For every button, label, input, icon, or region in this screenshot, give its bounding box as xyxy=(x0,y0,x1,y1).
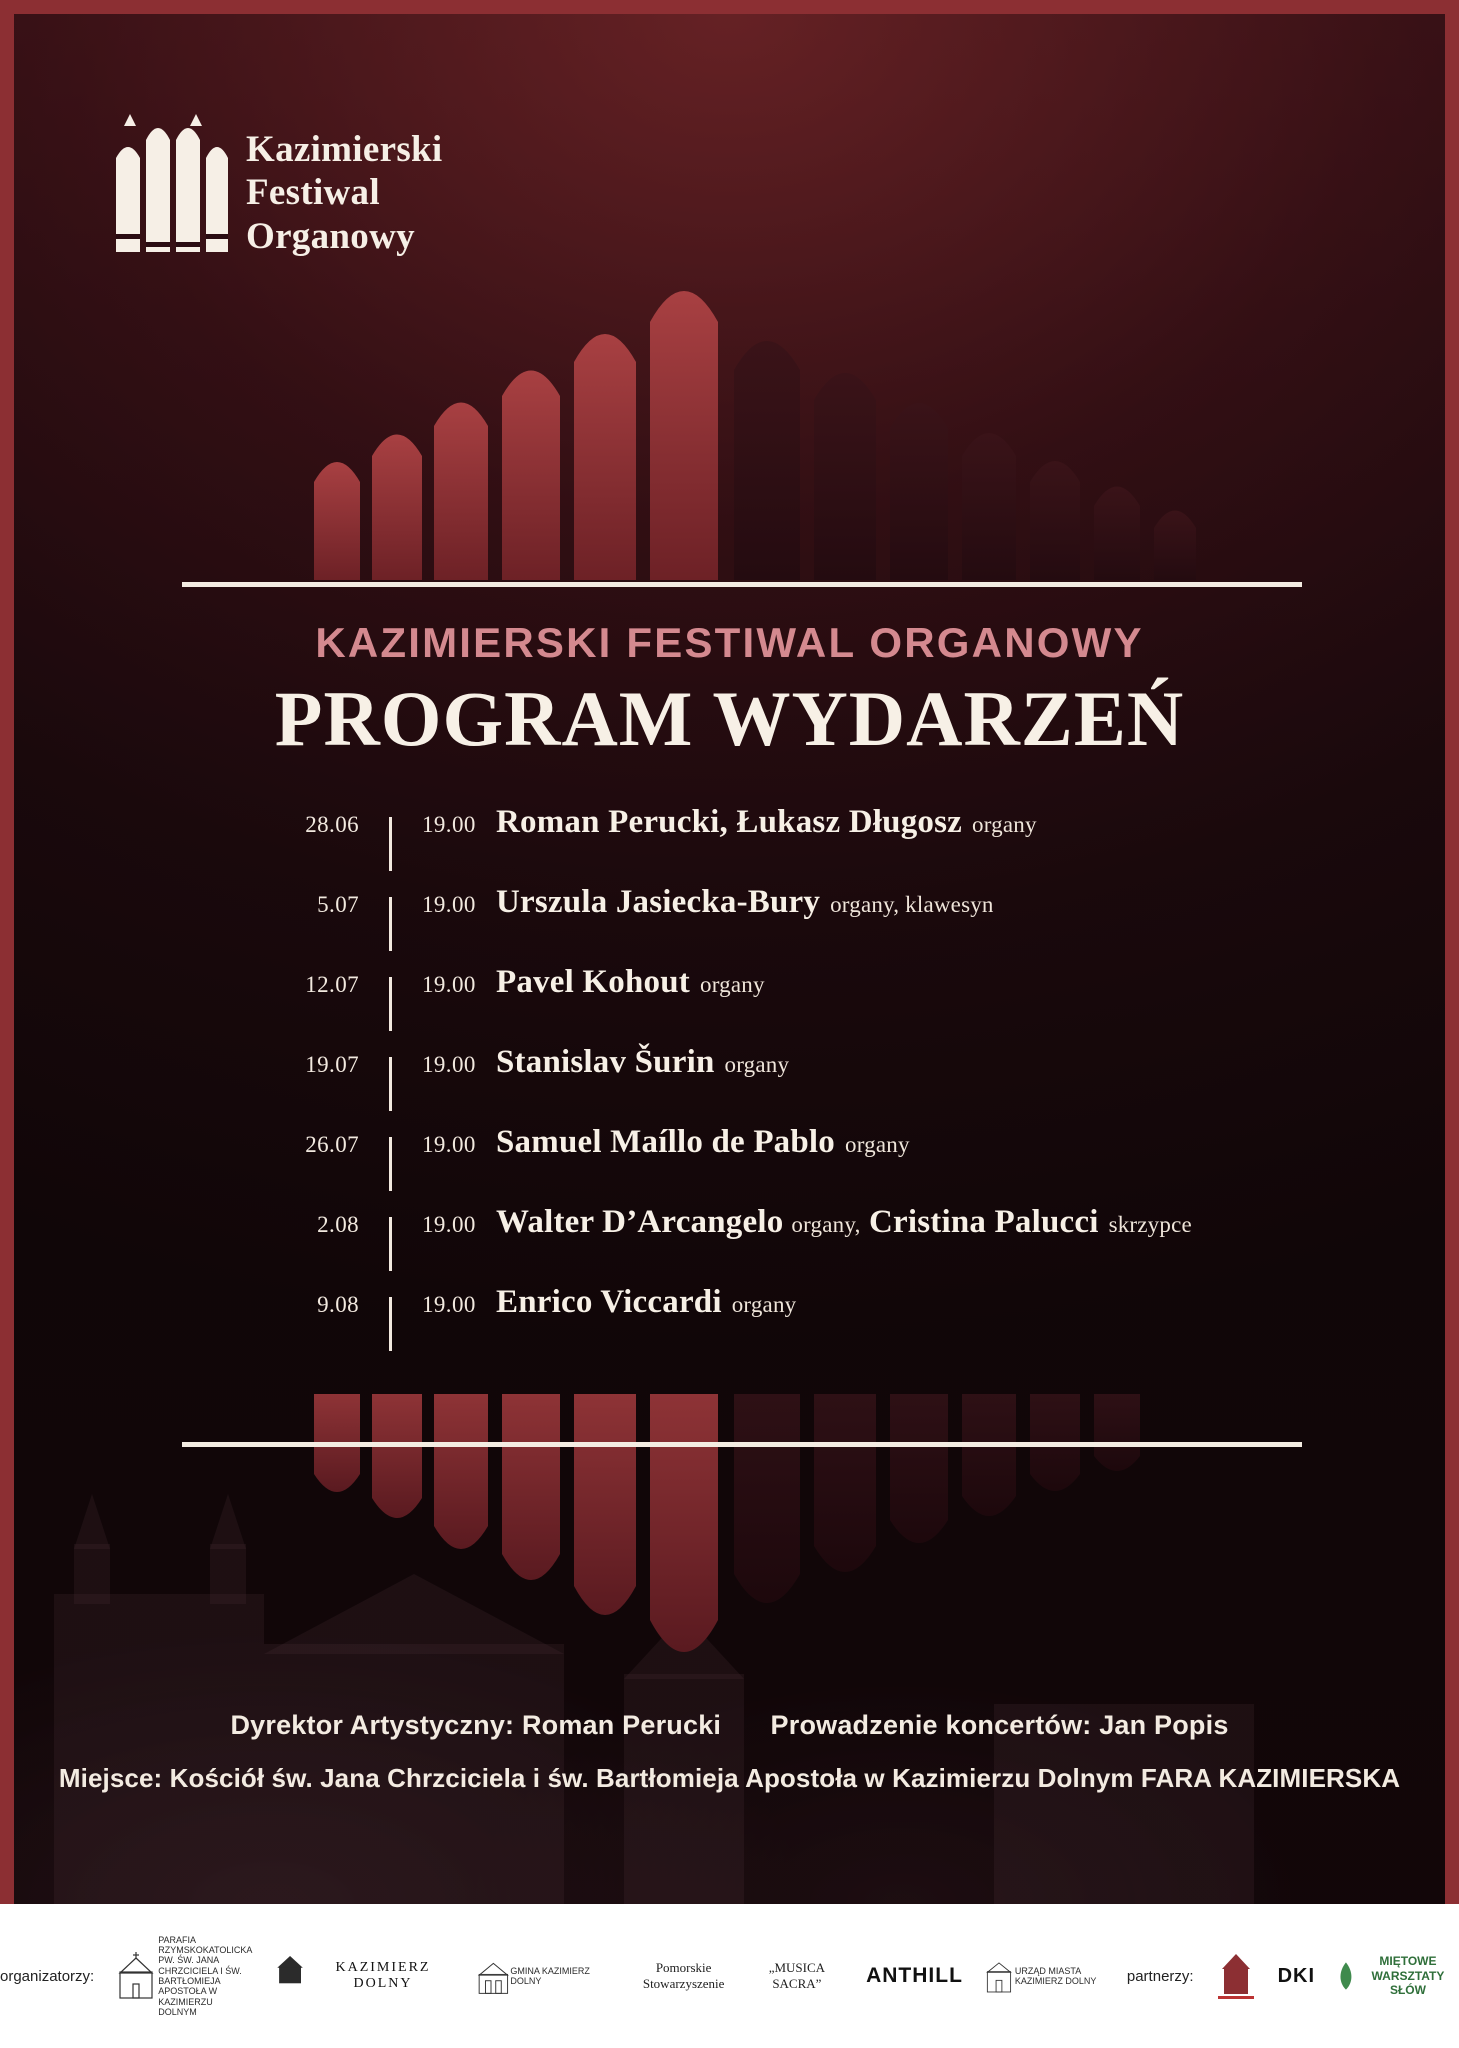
artistic-director: Dyrektor Artystyczny: Roman Perucki xyxy=(230,1710,722,1740)
event-time: 19.00 xyxy=(422,812,476,837)
performer-name: Urszula Jasiecka-Bury xyxy=(496,884,821,920)
event-performers xyxy=(496,1124,910,1161)
mietowe-logo-text xyxy=(1357,1954,1459,1997)
parafia-logo xyxy=(114,1935,250,2018)
program-row xyxy=(14,1284,1445,1364)
event-date: 12.07 xyxy=(305,972,359,997)
event-performers xyxy=(496,884,994,921)
logo-line-2: Festiwal xyxy=(246,172,380,214)
program-row xyxy=(14,964,1445,1044)
row-divider xyxy=(389,897,392,951)
program-row xyxy=(14,804,1445,884)
program-row xyxy=(14,1044,1445,1124)
kazimierz-logo xyxy=(270,1950,455,2002)
event-performers xyxy=(496,804,1037,841)
performer-name: Walter D’Arcangelo xyxy=(496,1204,784,1240)
organ-pipes-graphic-bottom xyxy=(14,1394,1445,1694)
gmina-logo xyxy=(476,1950,600,2002)
performer-instrument: organy, klawesyn xyxy=(830,892,994,917)
concert-host: Prowadzenie koncertów: Jan Popis xyxy=(770,1710,1229,1740)
event-date: 5.07 xyxy=(317,892,359,917)
event-performers xyxy=(496,1284,796,1321)
credits xyxy=(14,1710,1445,1794)
event-date: 28.06 xyxy=(305,812,359,837)
performer-instrument: organy xyxy=(845,1132,910,1157)
parafia-logo-text: PARAFIA RZYMSKOKATOLICKA PW. ŚW. JANA CHRZCICIELA I ŚW. BARTŁOMIEJA APOSTOŁA W KAZIMIERZU DOLNYM xyxy=(158,1934,252,2018)
performer-name: Pavel Kohout xyxy=(496,964,690,1000)
organ-pipes-logo-icon xyxy=(106,92,228,252)
event-time: 19.00 xyxy=(422,1292,476,1317)
event-time: 19.00 xyxy=(422,1212,476,1237)
sponsor-bar xyxy=(0,1904,1459,2048)
venue-line: Miejsce: Kościół św. Jana Chrzciciela i św. Bartłomieja Apostoła w Kazimierzu Dolnym FARA KAZIMIERSKA xyxy=(58,1763,1401,1793)
divider-bottom xyxy=(182,1442,1302,1447)
musica-sacra-line-2: „MUSICA SACRA” xyxy=(768,1959,826,1991)
row-divider xyxy=(389,1217,392,1271)
mietowe-line-2: WARSZTATY SŁÓW xyxy=(1371,1968,1445,1998)
program-list xyxy=(14,804,1445,1364)
performer-name: Samuel Maíllo de Pablo xyxy=(496,1124,835,1160)
row-divider xyxy=(389,1057,392,1111)
dki-logo: DKI xyxy=(1277,1964,1316,1987)
musica-sacra-line-1: Pomorskie Stowarzyszenie xyxy=(642,1959,725,1991)
performer-name: Stanislav Šurin xyxy=(496,1044,715,1080)
performer-instrument-secondary: skrzypce xyxy=(1108,1212,1192,1237)
divider-top xyxy=(182,582,1302,587)
event-performers xyxy=(496,964,765,1001)
event-date: 9.08 xyxy=(317,1292,359,1317)
performer-instrument: organy xyxy=(731,1292,797,1317)
performer-instrument: organy, xyxy=(791,1212,861,1237)
logo-line-1: Kazimierski xyxy=(246,129,443,170)
event-performers xyxy=(496,1204,1192,1241)
performer-name-secondary: Cristina Palucci xyxy=(868,1204,1099,1240)
partners-label: partnerzy: xyxy=(1126,1967,1194,1985)
urzad-miasta-logo xyxy=(983,1950,1107,2002)
event-time: 19.00 xyxy=(422,892,476,917)
event-performers xyxy=(496,1044,789,1081)
musica-sacra-logo xyxy=(620,1960,846,1993)
row-divider xyxy=(389,977,392,1031)
performer-name: Roman Perucki, Łukasz Długosz xyxy=(496,804,962,840)
program-row xyxy=(14,1124,1445,1204)
performer-instrument: organy xyxy=(724,1052,790,1077)
row-divider xyxy=(389,1137,392,1191)
partner-crest-logo xyxy=(1214,1950,1258,2002)
church-silhouette xyxy=(14,1344,1445,1904)
event-time: 19.00 xyxy=(422,972,476,997)
event-date: 26.07 xyxy=(305,1132,359,1157)
performer-instrument: organy xyxy=(972,812,1037,837)
festival-logo-text xyxy=(246,128,442,258)
poster-subtitle: KAZIMIERSKI FESTIWAL ORGANOWY xyxy=(315,619,1144,666)
organ-pipes-graphic-top xyxy=(14,250,1445,580)
poster-background xyxy=(14,14,1445,1904)
row-divider xyxy=(389,817,392,871)
performer-name: Enrico Viccardi xyxy=(496,1284,722,1320)
event-date: 2.08 xyxy=(317,1212,359,1237)
kazimierz-logo-text: KAZIMIERZ DOLNY xyxy=(335,1960,431,1991)
performer-instrument: organy xyxy=(700,972,765,997)
credits-line-1 xyxy=(14,1710,1445,1741)
row-divider xyxy=(389,1297,392,1351)
gmina-logo-text: GMINA KAZIMIERZ DOLNY xyxy=(510,1965,590,1986)
mietowe-line-1: MIĘTOWE xyxy=(1379,1954,1437,1969)
event-time: 19.00 xyxy=(422,1052,476,1077)
mietowe-logo xyxy=(1335,1954,1459,1997)
event-time: 19.00 xyxy=(422,1132,476,1157)
urzad-miasta-logo-text: URZĄD MIASTA KAZIMIERZ DOLNY xyxy=(1014,1965,1097,1986)
program-row xyxy=(14,884,1445,964)
program-row xyxy=(14,1204,1445,1284)
event-date: 19.07 xyxy=(305,1052,359,1077)
festival-logo xyxy=(106,92,442,258)
page-title: PROGRAM WYDARZEŃ xyxy=(274,675,1185,762)
logo-line-3: Organowy xyxy=(246,215,415,257)
anthill-logo: ANTHILL xyxy=(866,1964,963,1987)
organizers-label: organizatorzy: xyxy=(0,1967,95,1985)
